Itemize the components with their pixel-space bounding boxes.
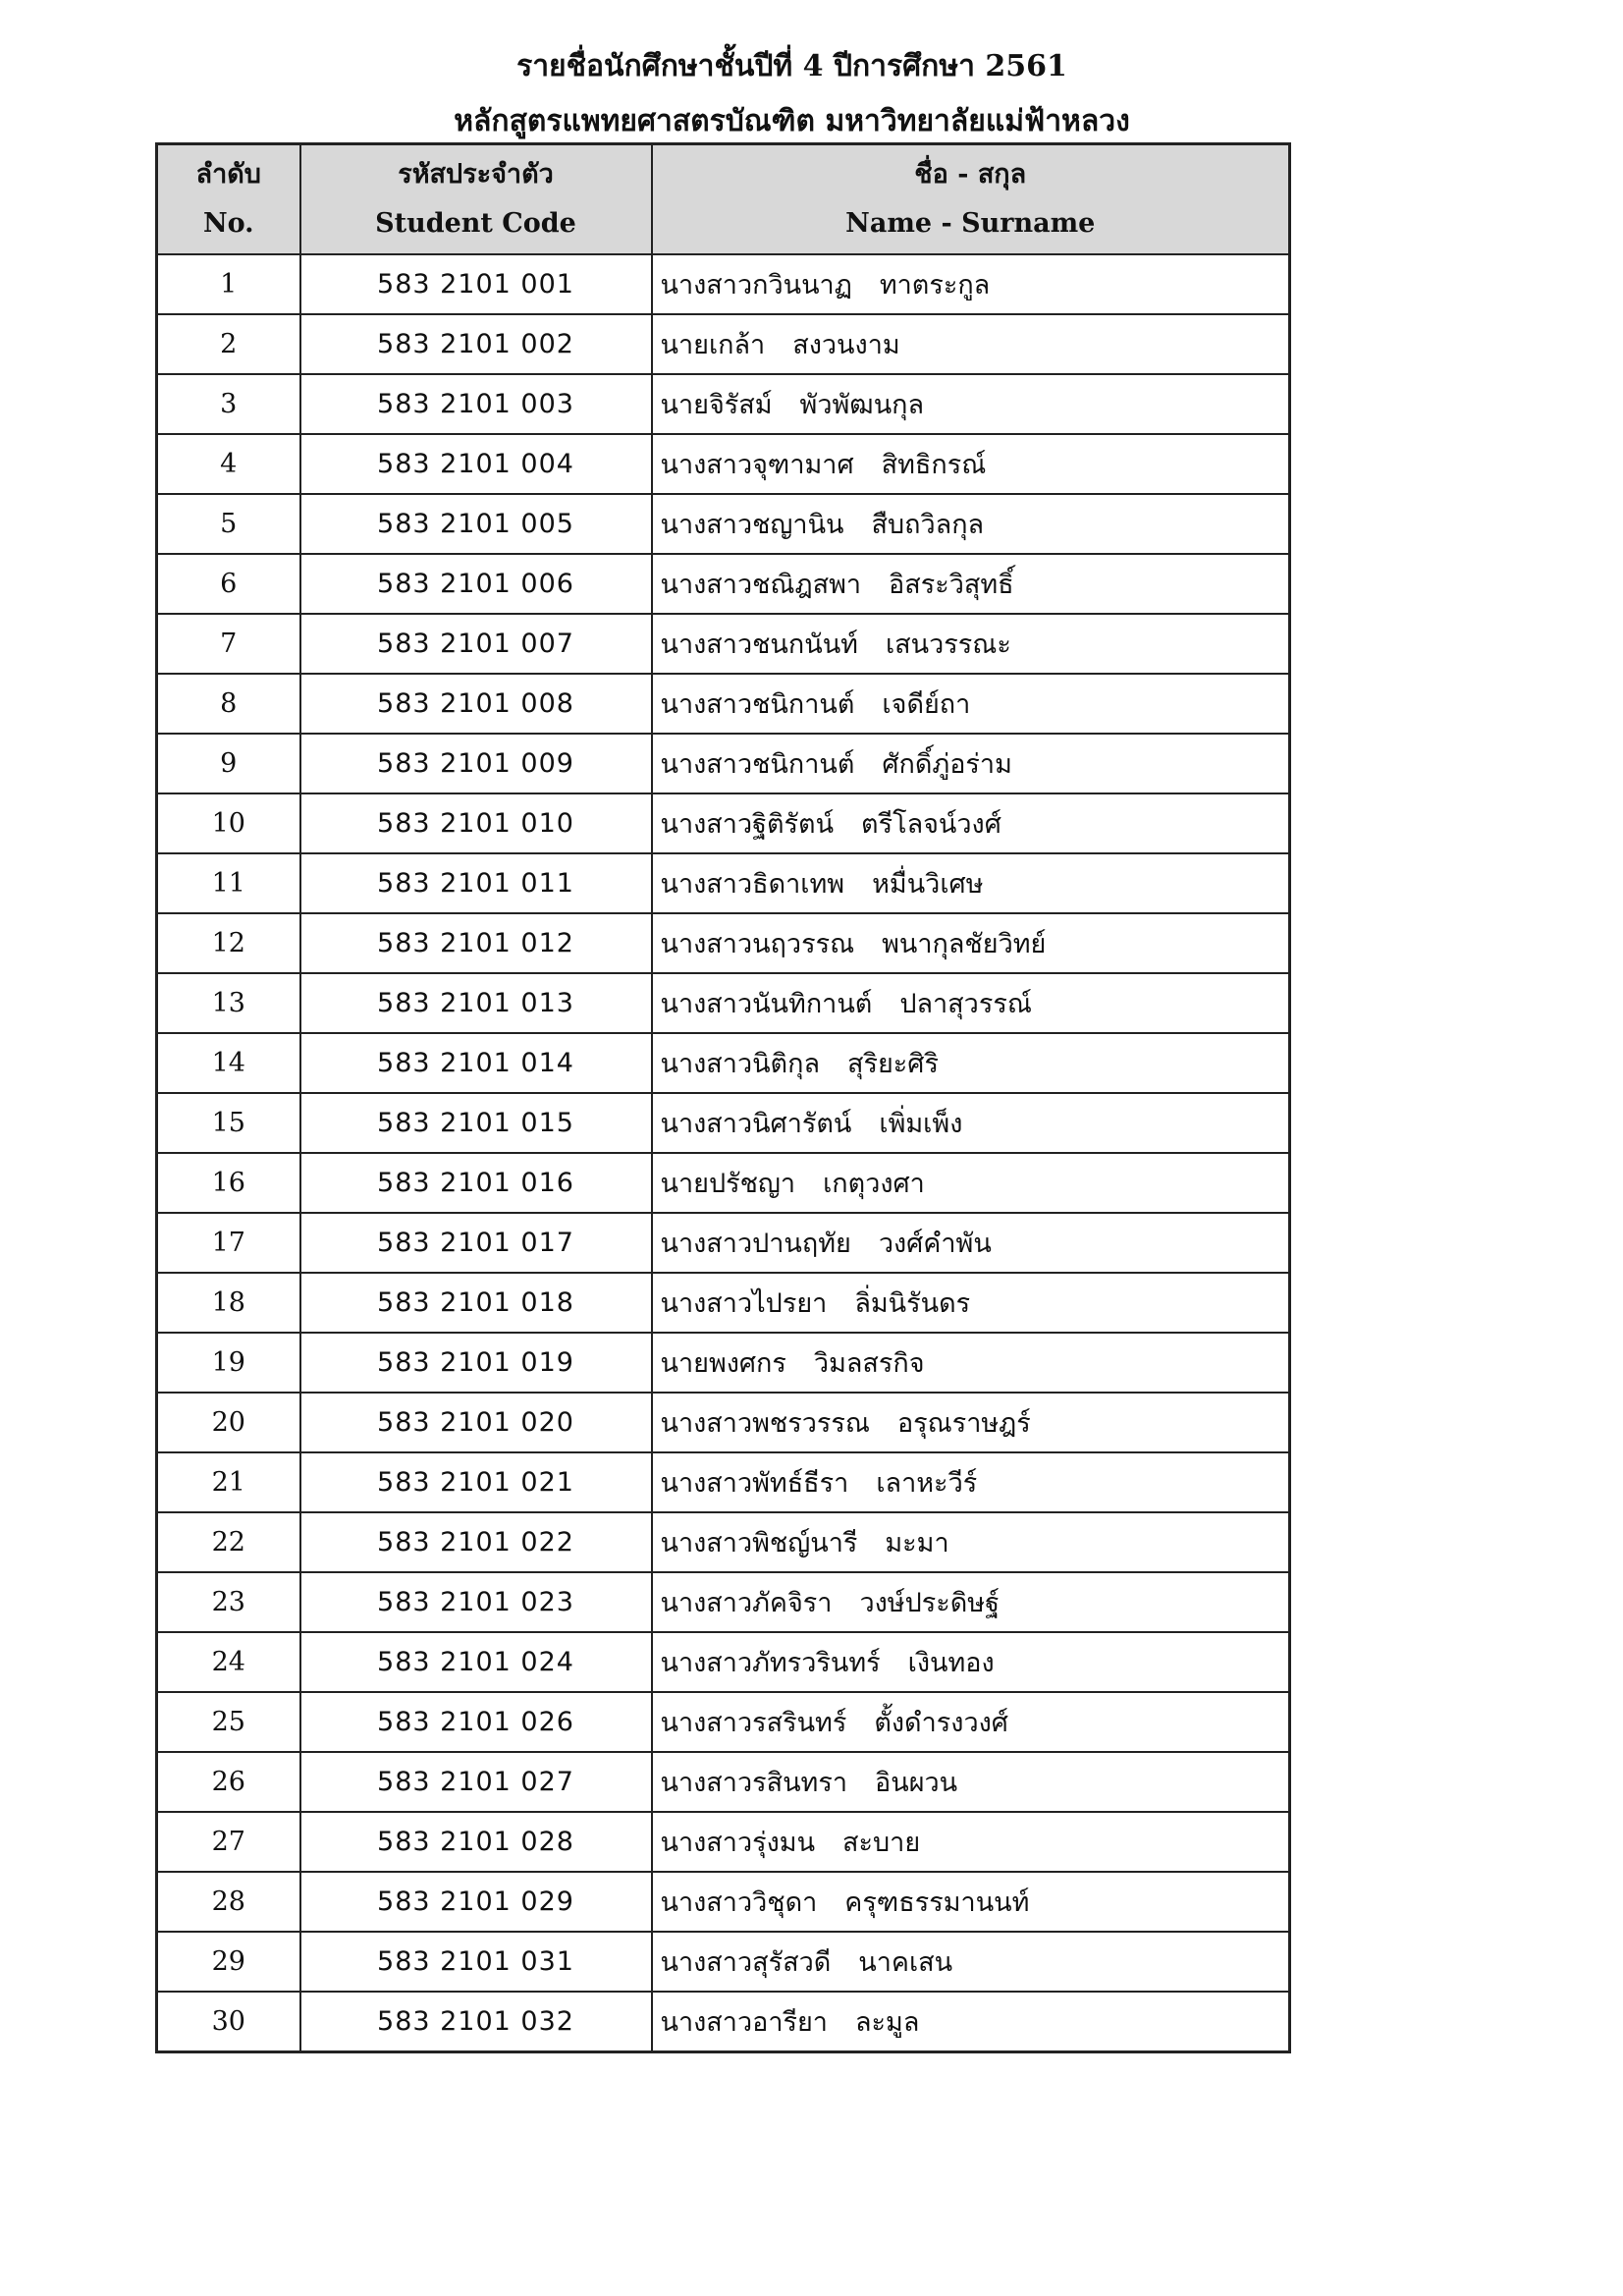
- table-row: [157, 554, 1290, 614]
- student-surname: สืบถวิลกุล: [871, 510, 985, 540]
- student-name-cell: [652, 434, 1290, 494]
- student-code: 583 2101 007: [300, 614, 652, 674]
- student-surname: มะมา: [885, 1528, 949, 1558]
- student-name-cell: [652, 1452, 1290, 1512]
- student-name-cell: [652, 1692, 1290, 1752]
- student-first-name: นางสาวกวินนาฏ: [660, 270, 852, 301]
- student-first-name: นางสาวไปรยา: [660, 1288, 828, 1319]
- student-surname: อรุณราษฎร์: [896, 1408, 1031, 1439]
- student-name-cell: [652, 1992, 1290, 2052]
- student-first-name: นางสาวฐิติรัตน์: [660, 809, 835, 840]
- student-first-name: นางสาวนฤวรรณ: [660, 929, 855, 959]
- row-number: 8: [157, 674, 300, 734]
- student-first-name: นางสาวอารียา: [660, 2007, 828, 2038]
- student-first-name: นางสาวภัคจิรา: [660, 1588, 833, 1618]
- row-number: 2: [157, 314, 300, 374]
- table-row: [157, 1752, 1290, 1812]
- student-code: 583 2101 008: [300, 674, 652, 734]
- student-table: [155, 142, 1291, 2053]
- row-number: 12: [157, 913, 300, 973]
- student-code: 583 2101 031: [300, 1932, 652, 1992]
- row-number: 20: [157, 1393, 300, 1452]
- student-surname: ทาตระกูล: [879, 270, 991, 301]
- table-header-row: [157, 144, 1290, 255]
- student-surname: ละมูล: [854, 2007, 920, 2038]
- row-number: 23: [157, 1572, 300, 1632]
- row-number: 17: [157, 1213, 300, 1273]
- student-first-name: นางสาวธิดาเทพ: [660, 869, 845, 900]
- student-first-name: นายปรัชญา: [660, 1169, 796, 1199]
- table-row: [157, 973, 1290, 1033]
- student-first-name: นางสาวพิชญ์นารี: [660, 1528, 858, 1558]
- row-number: 27: [157, 1812, 300, 1872]
- student-surname: วิมลสรกิจ: [813, 1348, 925, 1379]
- table-row: [157, 434, 1290, 494]
- table-row: [157, 1632, 1290, 1692]
- student-surname: ศักดิ์ภู่อร่าม: [882, 749, 1012, 780]
- document-title: รายชื่อนักศึกษาชั้นปีที่ 4 ปีการศึกษา 2561: [516, 49, 1067, 83]
- column-header-name-th: ชื่อ - สกุล: [914, 159, 1027, 190]
- student-code: 583 2101 024: [300, 1632, 652, 1692]
- student-code: 583 2101 009: [300, 734, 652, 793]
- student-surname: วงศ์คำพัน: [878, 1229, 992, 1259]
- row-number: 9: [157, 734, 300, 793]
- row-number: 26: [157, 1752, 300, 1812]
- student-code: 583 2101 027: [300, 1752, 652, 1812]
- student-surname: พนากุลชัยวิทย์: [882, 929, 1047, 959]
- student-name-cell: [652, 1213, 1290, 1273]
- row-number: 24: [157, 1632, 300, 1692]
- student-surname: หมื่นวิเศษ: [872, 869, 984, 900]
- table-row: [157, 1932, 1290, 1992]
- table-row: [157, 254, 1290, 314]
- student-name-cell: [652, 674, 1290, 734]
- student-name-cell: [652, 1273, 1290, 1333]
- table-row: [157, 1273, 1290, 1333]
- student-first-name: นายพงศกร: [660, 1348, 786, 1379]
- student-name-cell: [652, 554, 1290, 614]
- student-name-cell: [652, 1512, 1290, 1572]
- table-row: [157, 853, 1290, 913]
- student-code: 583 2101 004: [300, 434, 652, 494]
- table-row: [157, 1572, 1290, 1632]
- table-row: [157, 734, 1290, 793]
- table-row: [157, 1393, 1290, 1452]
- student-surname: เลาหะวีร์: [876, 1468, 978, 1499]
- student-name-cell: [652, 614, 1290, 674]
- student-code: 583 2101 016: [300, 1153, 652, 1213]
- student-first-name: นายเกล้า: [660, 330, 766, 360]
- student-surname: เกตุวงศา: [823, 1169, 925, 1199]
- student-first-name: นางสาวนิศารัตน์: [660, 1109, 852, 1139]
- student-code: 583 2101 017: [300, 1213, 652, 1273]
- student-code: 583 2101 020: [300, 1393, 652, 1452]
- student-first-name: นางสาวชญานิน: [660, 510, 844, 540]
- row-number: 29: [157, 1932, 300, 1992]
- table-row: [157, 1093, 1290, 1153]
- student-first-name: นางสาวภัทรวรินทร์: [660, 1648, 881, 1678]
- table-row: [157, 674, 1290, 734]
- student-name-cell: [652, 1093, 1290, 1153]
- student-name-cell: [652, 1572, 1290, 1632]
- student-name-cell: [652, 853, 1290, 913]
- student-surname: พัวพัฒนกุล: [799, 390, 925, 420]
- student-code: 583 2101 023: [300, 1572, 652, 1632]
- student-surname: สงวนงาม: [792, 330, 900, 360]
- student-surname: อินผวน: [875, 1768, 958, 1798]
- table-row: [157, 614, 1290, 674]
- student-surname: สุริยะศิริ: [847, 1049, 939, 1079]
- column-header-code-th: รหัสประจำตัว: [398, 159, 554, 190]
- student-first-name: นางสาวรสินทรา: [660, 1768, 848, 1798]
- student-code: 583 2101 003: [300, 374, 652, 434]
- column-header-code-en: Student Code: [375, 208, 576, 239]
- student-name-cell: [652, 1333, 1290, 1393]
- table-row: [157, 1033, 1290, 1093]
- student-surname: วงษ์ประดิษฐ์: [859, 1588, 1000, 1618]
- row-number: 18: [157, 1273, 300, 1333]
- student-name-cell: [652, 1752, 1290, 1812]
- column-header-no: [157, 144, 300, 255]
- student-name-cell: [652, 314, 1290, 374]
- student-code: 583 2101 010: [300, 793, 652, 853]
- student-surname: ตั้งดำรงวงศ์: [874, 1708, 1008, 1738]
- student-first-name: นางสาวรุ่งมน: [660, 1828, 816, 1858]
- student-name-cell: [652, 734, 1290, 793]
- row-number: 1: [157, 254, 300, 314]
- row-number: 4: [157, 434, 300, 494]
- student-first-name: นางสาวสุรัสวดี: [660, 1947, 832, 1978]
- student-code: 583 2101 026: [300, 1692, 652, 1752]
- row-number: 7: [157, 614, 300, 674]
- table-row: [157, 1692, 1290, 1752]
- student-name-cell: [652, 1932, 1290, 1992]
- student-name-cell: [652, 374, 1290, 434]
- student-code: 583 2101 012: [300, 913, 652, 973]
- student-code: 583 2101 005: [300, 494, 652, 554]
- student-code: 583 2101 002: [300, 314, 652, 374]
- table-row: [157, 314, 1290, 374]
- student-name-cell: [652, 1153, 1290, 1213]
- student-code: 583 2101 019: [300, 1333, 652, 1393]
- student-first-name: นางสาวนันทิกานต์: [660, 989, 873, 1019]
- row-number: 30: [157, 1992, 300, 2052]
- row-number: 21: [157, 1452, 300, 1512]
- student-first-name: นางสาวพชรวรรณ: [660, 1408, 870, 1439]
- student-code: 583 2101 014: [300, 1033, 652, 1093]
- student-name-cell: [652, 1393, 1290, 1452]
- table-row: [157, 1812, 1290, 1872]
- student-name-cell: [652, 1872, 1290, 1932]
- student-name-cell: [652, 1632, 1290, 1692]
- row-number: 16: [157, 1153, 300, 1213]
- student-first-name: นางสาวชนิกานต์: [660, 689, 855, 720]
- student-name-cell: [652, 1033, 1290, 1093]
- column-header-no-en: No.: [202, 208, 254, 239]
- student-code: 583 2101 028: [300, 1812, 652, 1872]
- student-surname: อิสระวิสุทธิ์: [889, 570, 1014, 600]
- student-code: 583 2101 011: [300, 853, 652, 913]
- student-surname: เงินทอง: [907, 1648, 995, 1678]
- table-row: [157, 913, 1290, 973]
- table-row: [157, 1333, 1290, 1393]
- document-subtitle: หลักสูตรแพทยศาสตรบัณฑิต มหาวิทยาลัยแม่ฟ้าหลวง: [454, 104, 1130, 138]
- table-row: [157, 1213, 1290, 1273]
- student-code: 583 2101 029: [300, 1872, 652, 1932]
- student-first-name: นางสาวนิติกุล: [660, 1049, 820, 1079]
- table-row: [157, 1992, 1290, 2052]
- row-number: 14: [157, 1033, 300, 1093]
- table-row: [157, 1872, 1290, 1932]
- student-surname: สิทธิกรณ์: [881, 450, 987, 480]
- column-header-no-th: ลำดับ: [195, 159, 261, 190]
- student-code: 583 2101 018: [300, 1273, 652, 1333]
- student-code: 583 2101 022: [300, 1512, 652, 1572]
- row-number: 25: [157, 1692, 300, 1752]
- student-surname: ตรีโลจน์วงศ์: [861, 809, 1001, 840]
- student-name-cell: [652, 494, 1290, 554]
- student-first-name: นางสาวจุฑามาศ: [660, 450, 854, 480]
- student-first-name: นางสาวพัทธ์ธีรา: [660, 1468, 849, 1499]
- student-name-cell: [652, 254, 1290, 314]
- table-row: [157, 374, 1290, 434]
- student-first-name: นางสาวปานฤทัย: [660, 1229, 851, 1259]
- student-surname: เพิ่มเพ็ง: [879, 1109, 963, 1139]
- table-row: [157, 1153, 1290, 1213]
- row-number: 5: [157, 494, 300, 554]
- student-surname: นาคเสน: [858, 1947, 953, 1978]
- student-first-name: นางสาวชนิกานต์: [660, 749, 855, 780]
- student-surname: ครุฑธรรมานนท์: [844, 1887, 1030, 1918]
- student-surname: เสนวรรณะ: [885, 629, 1011, 660]
- column-header-name-en: Name - Surname: [845, 208, 1096, 239]
- student-first-name: นางสาวชนกนันท์: [660, 629, 858, 660]
- student-first-name: นางสาวชณิฎสพา: [660, 570, 862, 600]
- student-surname: ลิ่มนิรันดร: [854, 1288, 971, 1319]
- table-row: [157, 1452, 1290, 1512]
- row-number: 15: [157, 1093, 300, 1153]
- student-first-name: นายจิรัสม์: [660, 390, 773, 420]
- table-row: [157, 793, 1290, 853]
- table-row: [157, 494, 1290, 554]
- column-header-code: [300, 144, 652, 255]
- row-number: 19: [157, 1333, 300, 1393]
- student-code: 583 2101 015: [300, 1093, 652, 1153]
- student-code: 583 2101 013: [300, 973, 652, 1033]
- row-number: 3: [157, 374, 300, 434]
- student-code: 583 2101 032: [300, 1992, 652, 2052]
- student-surname: เจดีย์ถา: [882, 689, 971, 720]
- row-number: 28: [157, 1872, 300, 1932]
- student-name-cell: [652, 793, 1290, 853]
- student-first-name: นางสาวรสรินทร์: [660, 1708, 847, 1738]
- table-row: [157, 1512, 1290, 1572]
- row-number: 13: [157, 973, 300, 1033]
- student-surname: สะบาย: [842, 1828, 921, 1858]
- student-first-name: นางสาววิชุดา: [660, 1887, 818, 1918]
- student-surname: ปลาสุวรรณ์: [899, 989, 1032, 1019]
- row-number: 10: [157, 793, 300, 853]
- student-name-cell: [652, 973, 1290, 1033]
- student-code: 583 2101 006: [300, 554, 652, 614]
- student-name-cell: [652, 913, 1290, 973]
- row-number: 6: [157, 554, 300, 614]
- row-number: 11: [157, 853, 300, 913]
- row-number: 22: [157, 1512, 300, 1572]
- student-code: 583 2101 001: [300, 254, 652, 314]
- student-code: 583 2101 021: [300, 1452, 652, 1512]
- student-name-cell: [652, 1812, 1290, 1872]
- column-header-name: [652, 144, 1290, 255]
